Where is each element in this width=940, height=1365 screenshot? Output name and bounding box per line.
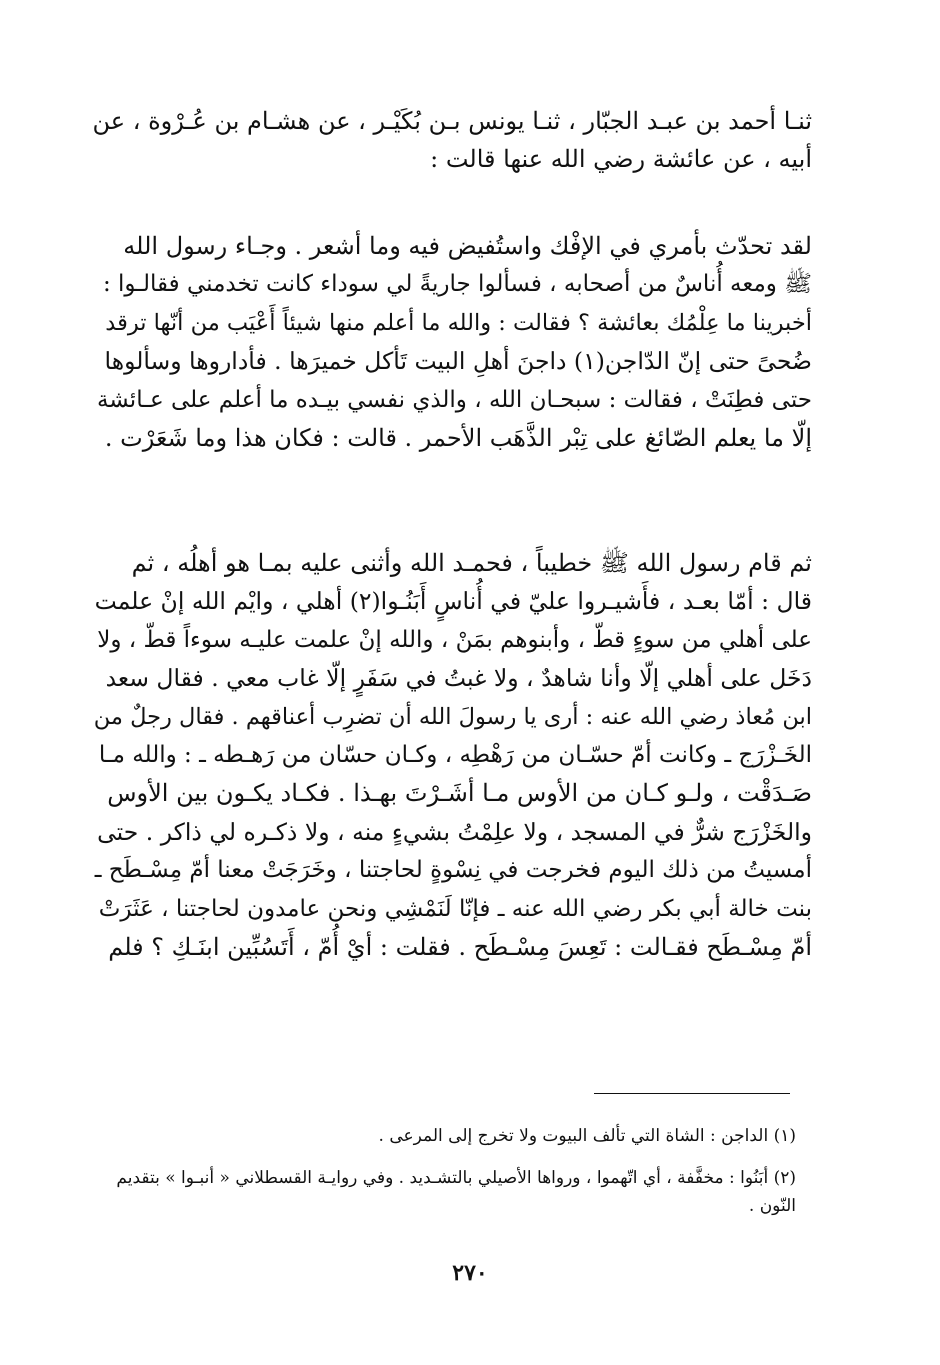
text-line: دَخَل على أهلي إلّا وأنا شاهدٌ ، ولا غبتُ في سَفَرٍ إلّا غاب معي . فقال سعد: [105, 664, 812, 693]
paragraph-isnad: [92, 102, 812, 179]
page-number: ٢٧٠: [452, 1260, 488, 1286]
text-line: ضُحىً حتى إنّ الدّاجن(١) داجنَ أهلِ البيت تَأكل خميرَها . فأداروها وسألوها: [104, 347, 812, 376]
text-line: والخَزْرَج شرٌّ في المسجد ، ولا علِمْتُ بشيءٍ منه ، ولا ذكـره لي ذاكر . حتى: [97, 817, 812, 846]
text-line: ﷺ ومعه أُناسٌ من أصحابه ، فسألوا جاريةً لي سوداء كانت تخدمني فقالـوا :: [102, 271, 812, 298]
text-line: الخَـزْرَج ـ وكانت أمّ حسّـان من رَهْطِه ، وكـان حسّان من رَهـطه ـ : والله مـا: [98, 742, 812, 769]
text-line: حتى فطِنَتْ ، فقالت : سبحـان الله ، والذي نفسي بيـده ما أعلم على عـائشة: [96, 386, 812, 413]
text-line: إلّا ما يعلم الصّائغ على تِبْر الذَّهَب الأحمر . قالت : فكان هذا وما شَعَرْت .: [104, 424, 812, 453]
text-line: بنت خالة أبي بكر رضي الله عنه ـ فإنّا لَنَمْشِي ونحن عامدون لحاجتنا ، عَثَرَتْ: [98, 895, 812, 922]
text-line: أمّ مِسْـطَح فقـالت : تَعِسَ مِسْـطَح . فقلت : أيْ أُمّ ، أَتَسُبِّين ابنَـكِ ؟ فلم: [108, 933, 812, 962]
footnote-1: (١) الداجن : الشاة التي تألف البيوت ولا تخرج إلى المرعى .: [378, 1126, 796, 1146]
text-line: أخبرينا ما عِلْمُك بعائشة ؟ فقالت : والله ما أعلم منها شيئاً أَعْيَب من أنّها ترقد: [105, 309, 812, 336]
text-line: ابن مُعاذ رضي الله عنه : أرى يا رسولَ الله أن تضرِب أعناقهم . فقال رجلٌ من: [93, 703, 812, 730]
text-line: ثم قام رسول الله ﷺ خطيباً ، فحمـد الله وأثنى عليه بمـا هو أهلُه ، ثم: [131, 549, 812, 577]
paragraph-hadith-1: [92, 227, 812, 457]
footnote-divider: [594, 1093, 790, 1094]
text-line: صَـدَقْت ، ولـو كـان من الأوس مـا أشَـرْتَ بهـذا . فكـاد يكـون بين الأوس: [107, 779, 812, 808]
footnote-2: (٢) أبَنُوا : مخفَّفة ، أي اتّهموا ، ورواها الأصيلي بالتشـديد . وفي روايـة القسطلاني « أنبـوا » بتقديم النّون .: [116, 1168, 796, 1216]
text-line: أبيه ، عن عائشة رضي الله عنها قالت :: [430, 145, 812, 174]
paragraph-hadith-2: [92, 544, 812, 966]
text-line: قال : أمّا بعـد ، فأَشيـروا عليّ في أُناسٍ أَبَنُـوا(٢) أهلي ، وايْم الله إنْ علمت: [94, 587, 812, 616]
text-line: على أهلي من سوءٍ قطّ ، وأبنوهم بمَنْ ، والله إنْ علمت عليـه سوءاً قطّ ، ولا: [97, 626, 812, 653]
text-line: لقد تحدّث بأمري في الإفْك واستُفيض فيه وما أشعر . وجـاء رسول الله: [123, 232, 812, 260]
text-line: ثنـا أحمد بن عبـد الجبّار ، ثنـا يونس بـن بُكَيْـر ، عن هشـام بن عُـرْوة ، عن: [92, 107, 812, 135]
text-line: أمسيتُ من ذلك اليوم فخرجت في نِسْوةٍ لحاجتنا ، وخَرَجَتْ معنا أمّ مِسْـطَح ـ: [94, 857, 812, 884]
